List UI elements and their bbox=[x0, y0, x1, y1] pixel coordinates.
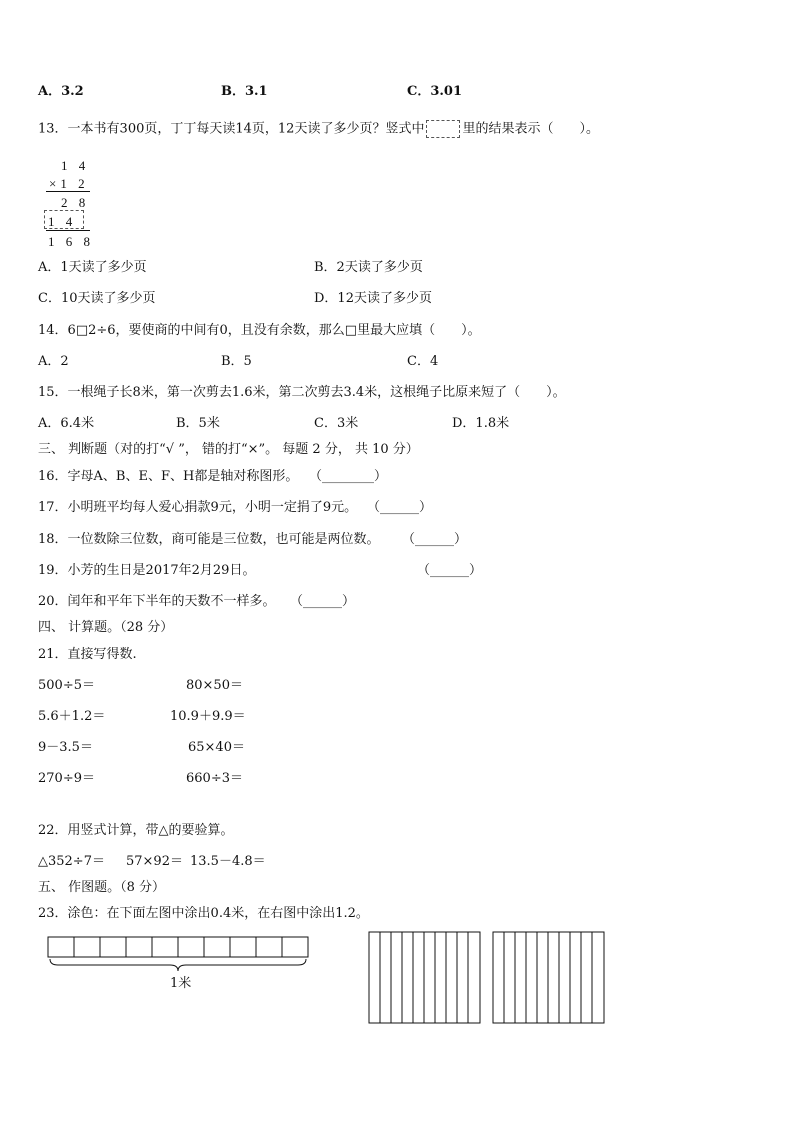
judge-item-20: 20．闰年和平年下半年的天数不一样多。 bbox=[38, 594, 276, 609]
q12-option-c[interactable]: C．3.01 bbox=[407, 84, 463, 99]
section-4-heading: 四、 计算题。（28 分） bbox=[38, 620, 174, 635]
judge-blank-17[interactable]: （______） bbox=[367, 500, 433, 515]
q13-option-d[interactable]: D．12天读了多少页 bbox=[314, 291, 432, 306]
judge-blank-20[interactable]: （______） bbox=[290, 594, 356, 609]
ruler-label: 1米 bbox=[170, 976, 192, 991]
vertical-line-2 bbox=[46, 230, 90, 231]
calc-item: 80×50＝ bbox=[186, 678, 243, 693]
q12-option-a[interactable]: A．3.2 bbox=[38, 84, 84, 99]
tenths-grid-1[interactable] bbox=[368, 931, 482, 1025]
vertical-line-1 bbox=[46, 191, 90, 192]
judge-blank-18[interactable]: （______） bbox=[402, 532, 468, 547]
calc-item: 660÷3＝ bbox=[186, 771, 243, 786]
q13-vertical-multiplication bbox=[44, 158, 104, 248]
calc-item: 500÷5＝ bbox=[38, 678, 95, 693]
q14-stem: 14．6□2÷6，要使商的中间有0，且没有余数，那么□里最大应填（ ）。 bbox=[38, 323, 481, 338]
vertical-row-1: 1 4 bbox=[61, 158, 90, 173]
calc-item: 65×40＝ bbox=[188, 740, 245, 755]
q22-item: 13.5－4.8＝ bbox=[190, 854, 266, 869]
q15-option-c[interactable]: C．3米 bbox=[314, 416, 359, 431]
q22-item: △352÷7＝ bbox=[38, 854, 105, 869]
tenths-grid-2[interactable] bbox=[492, 931, 606, 1025]
judge-item-17: 17．小明班平均每人爱心捐款9元，小明一定捐了9元。 bbox=[38, 500, 358, 515]
q14-option-c[interactable]: C．4 bbox=[407, 354, 439, 369]
calc-item: 5.6＋1.2＝ bbox=[38, 709, 106, 724]
judge-item-18: 18．一位数除三位数，商可能是三位数，也可能是两位数。 bbox=[38, 532, 380, 547]
calc-item: 10.9＋9.9＝ bbox=[170, 709, 246, 724]
q15-option-a[interactable]: A．6.4米 bbox=[38, 416, 95, 431]
q13-stem-after: 里的结果表示（ ）。 bbox=[462, 121, 599, 137]
judge-item-19: 19．小芳的生日是2017年2月29日。 bbox=[38, 563, 256, 578]
brace-icon bbox=[50, 959, 306, 971]
judge-blank-19[interactable]: （______） bbox=[417, 563, 483, 578]
calc-item: 270÷9＝ bbox=[38, 771, 95, 786]
q12-option-b[interactable]: B．3.1 bbox=[221, 84, 268, 99]
q23-title: 23．涂色：在下面左图中涂出0.4米，在右图中涂出1.2。 bbox=[38, 906, 369, 921]
q22-item: 57×92＝ bbox=[126, 854, 183, 869]
q14-option-a[interactable]: A．2 bbox=[38, 354, 69, 369]
judge-blank-16[interactable]: （________） bbox=[309, 469, 388, 484]
vertical-row-4: 1 4 bbox=[48, 214, 77, 229]
section-5-heading: 五、 作图题。（8 分） bbox=[38, 880, 166, 895]
q13-option-a[interactable]: A．1天读了多少页 bbox=[38, 260, 147, 275]
judge-item-16: 16．字母A、B、E、F、H都是轴对称图形。 bbox=[38, 469, 299, 484]
calc-item: 9－3.5＝ bbox=[38, 740, 93, 755]
q15-option-d[interactable]: D．1.8米 bbox=[452, 416, 510, 431]
q13-option-b[interactable]: B．2天读了多少页 bbox=[314, 260, 423, 275]
dashed-box-icon bbox=[426, 120, 460, 138]
vertical-row-5: 1 6 8 bbox=[48, 234, 94, 249]
q13-option-c[interactable]: C．10天读了多少页 bbox=[38, 291, 156, 306]
dashed-highlight-box bbox=[44, 210, 84, 229]
q15-stem: 15．一根绳子长8米，第一次剪去1.6米，第二次剪去3.4米，这根绳子比原来短了（ ）。 bbox=[38, 385, 566, 400]
q13-stem bbox=[38, 120, 599, 138]
q21-title: 21．直接写得数. bbox=[38, 647, 137, 662]
q22-title: 22．用竖式计算，带△的要验算。 bbox=[38, 823, 234, 838]
vertical-row-2: ×1 2 bbox=[49, 176, 89, 191]
q13-stem-before: 13．一本书有300页，丁丁每天读14页，12天读了多少页？竖式中 bbox=[38, 121, 425, 137]
q15-option-b[interactable]: B．5米 bbox=[176, 416, 220, 431]
vertical-row-3: 2 8 bbox=[61, 195, 90, 210]
q14-option-b[interactable]: B．5 bbox=[221, 354, 252, 369]
meter-strip-figure bbox=[46, 935, 316, 1005]
section-3-heading: 三、 判断题（对的打“√ ”， 错的打“×”。 每题 2 分， 共 10 分） bbox=[38, 442, 419, 457]
